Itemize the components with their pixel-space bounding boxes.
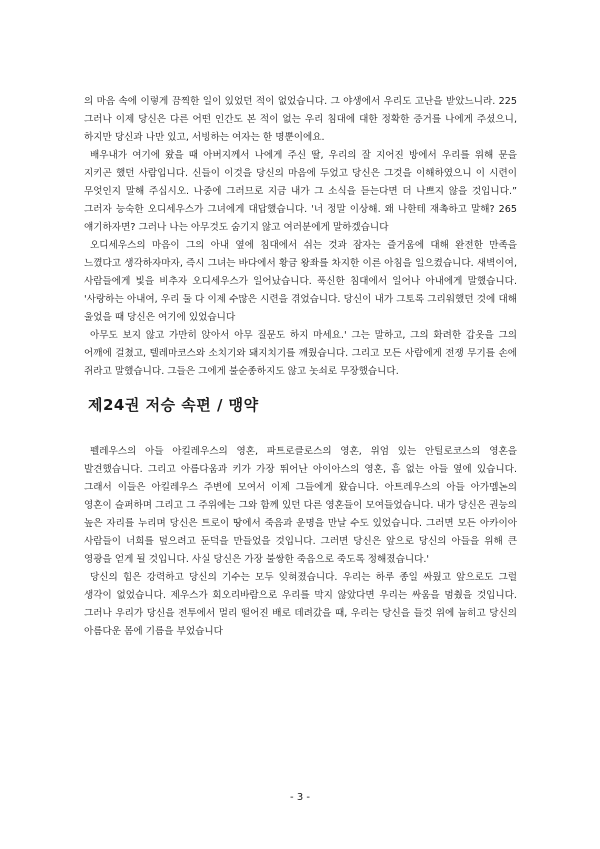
chapter-heading: 제24권 저승 속편 / 맹약: [88, 396, 259, 414]
body-paragraph-1: 의 마음 속에 이렇게 끔찍한 일이 있었던 적이 없었습니다. 그 야생에서 우리도 고난을 받았느니라. 225 그러나 이제 당신은 다른 어떤 인간도 본 적이 없는 우리 침대에 대한 정확한 증거를 나에게 주셨으니, 하지만 당신과 나만 있고, 서빙하는 여자는 한 명뿐이에요.: [84, 96, 517, 143]
page-content: [84, 93, 517, 641]
body-paragraph-4: 아무도 보지 않고 가만히 앉아서 아무 질문도 하지 마세요.' 그는 말하고, 그의 화려한 갑옷을 그의 어깨에 걸쳤고, 텔레마코스와 소치기와 돼지치기를 깨웠습니다. 그리고 모든 사람에게 전쟁 무기를 손에 쥐라고 말했습니다. 그들은 그에게 불순종하지도 않고 놋쇠로 무장했습니다.: [84, 330, 517, 377]
body-paragraph-3: 오디세우스의 마음이 그의 아내 옆에 침대에서 쉬는 것과 잠자는 즐거움에 대해 완전한 만족을 느꼈다고 생각하자마자, 즉시 그녀는 바다에서 황금 왕좌를 차지한 이른 아침을 일으켰습니다. 새벽이여, 사람들에게 빛을 비추자 오디세우스가 일어났습니다. 푹신한 침대에서 일어나 아내에게 말했습니다. '사랑하는 아내여, 우리 둘 다 이제 수많은 시련을 겪었습니다. 당신이 내가 그토록 그리워했던 것에 대해 울었을 때 당신은 여기에 있었습니다: [84, 240, 517, 323]
body-paragraph-2: 배우내가 여기에 왔을 때 아버지께서 나에게 주신 딸, 우리의 잘 지어진 방에서 우리를 위해 문을 지키곤 했던 사람입니다. 신들이 이것을 당신의 마음에 두었고 당신은 그것을 이해하였으니 이 시련이 무엇인지 말해 주십시오. 나중에 그러므로 지금 내가 그 소식을 듣는다면 더 나쁘지 않을 것입니다.” 그러자 능숙한 오디세우스가 그녀에게 대답했습니다. '너 정말 이상해. 왜 나한테 재촉하고 말해? 265 얘기하자면? 그러나 나는 아무것도 숨기지 않고 여러분에게 말하겠습니다: [84, 150, 517, 233]
body-paragraph-5: 펠레우스의 아들 아킬레우스의 영혼, 파트로클로스의 영혼, 위엄 있는 안틸로코스의 영혼을 발견했습니다. 그리고 아름다움과 키가 가장 뛰어난 아이아스의 영혼, 흠 없는 아들 옆에 있습니다. 그래서 이들은 아킬레우스 주변에 모여서 이제 그들에게 왔습니다. 아트레우스의 아들 아가멤논의 영혼이 슬퍼하며 그리고 그 주위에는 그와 함께 있던 다른 영혼들이 모여들었습니다. 내가 당신은 권능의 높은 자리를 누리며 당신은 트로이 땅에서 죽음과 운명을 만날 수도 있었습니다. 그러면 모든 아카이아 사람들이 너희를 덮으려고 둔덕을 만들었을 것입니다. 그러면 당신은 앞으로 당신의 아들을 위해 큰 영광을 얻게 될 것입니다. 사실 당신은 가장 불쌍한 죽음으로 죽도록 정해졌습니다.': [84, 446, 517, 565]
body-paragraph-6: 당신의 힘은 강력하고 당신의 기수는 모두 잊혀졌습니다. 우리는 하루 종일 싸웠고 앞으로도 그럴 생각이 없었습니다. 제우스가 회오리바람으로 우리를 막지 않았다면 우리는 싸움을 멈췄을 것입니다. 그러나 우리가 당신을 전투에서 멀리 떨어진 배로 데려갔을 때, 우리는 당신을 들것 위에 눕히고 당신의 아름다운 몸에 기름을 부었습니다: [84, 572, 517, 637]
page-number: - 3 -: [290, 792, 310, 803]
